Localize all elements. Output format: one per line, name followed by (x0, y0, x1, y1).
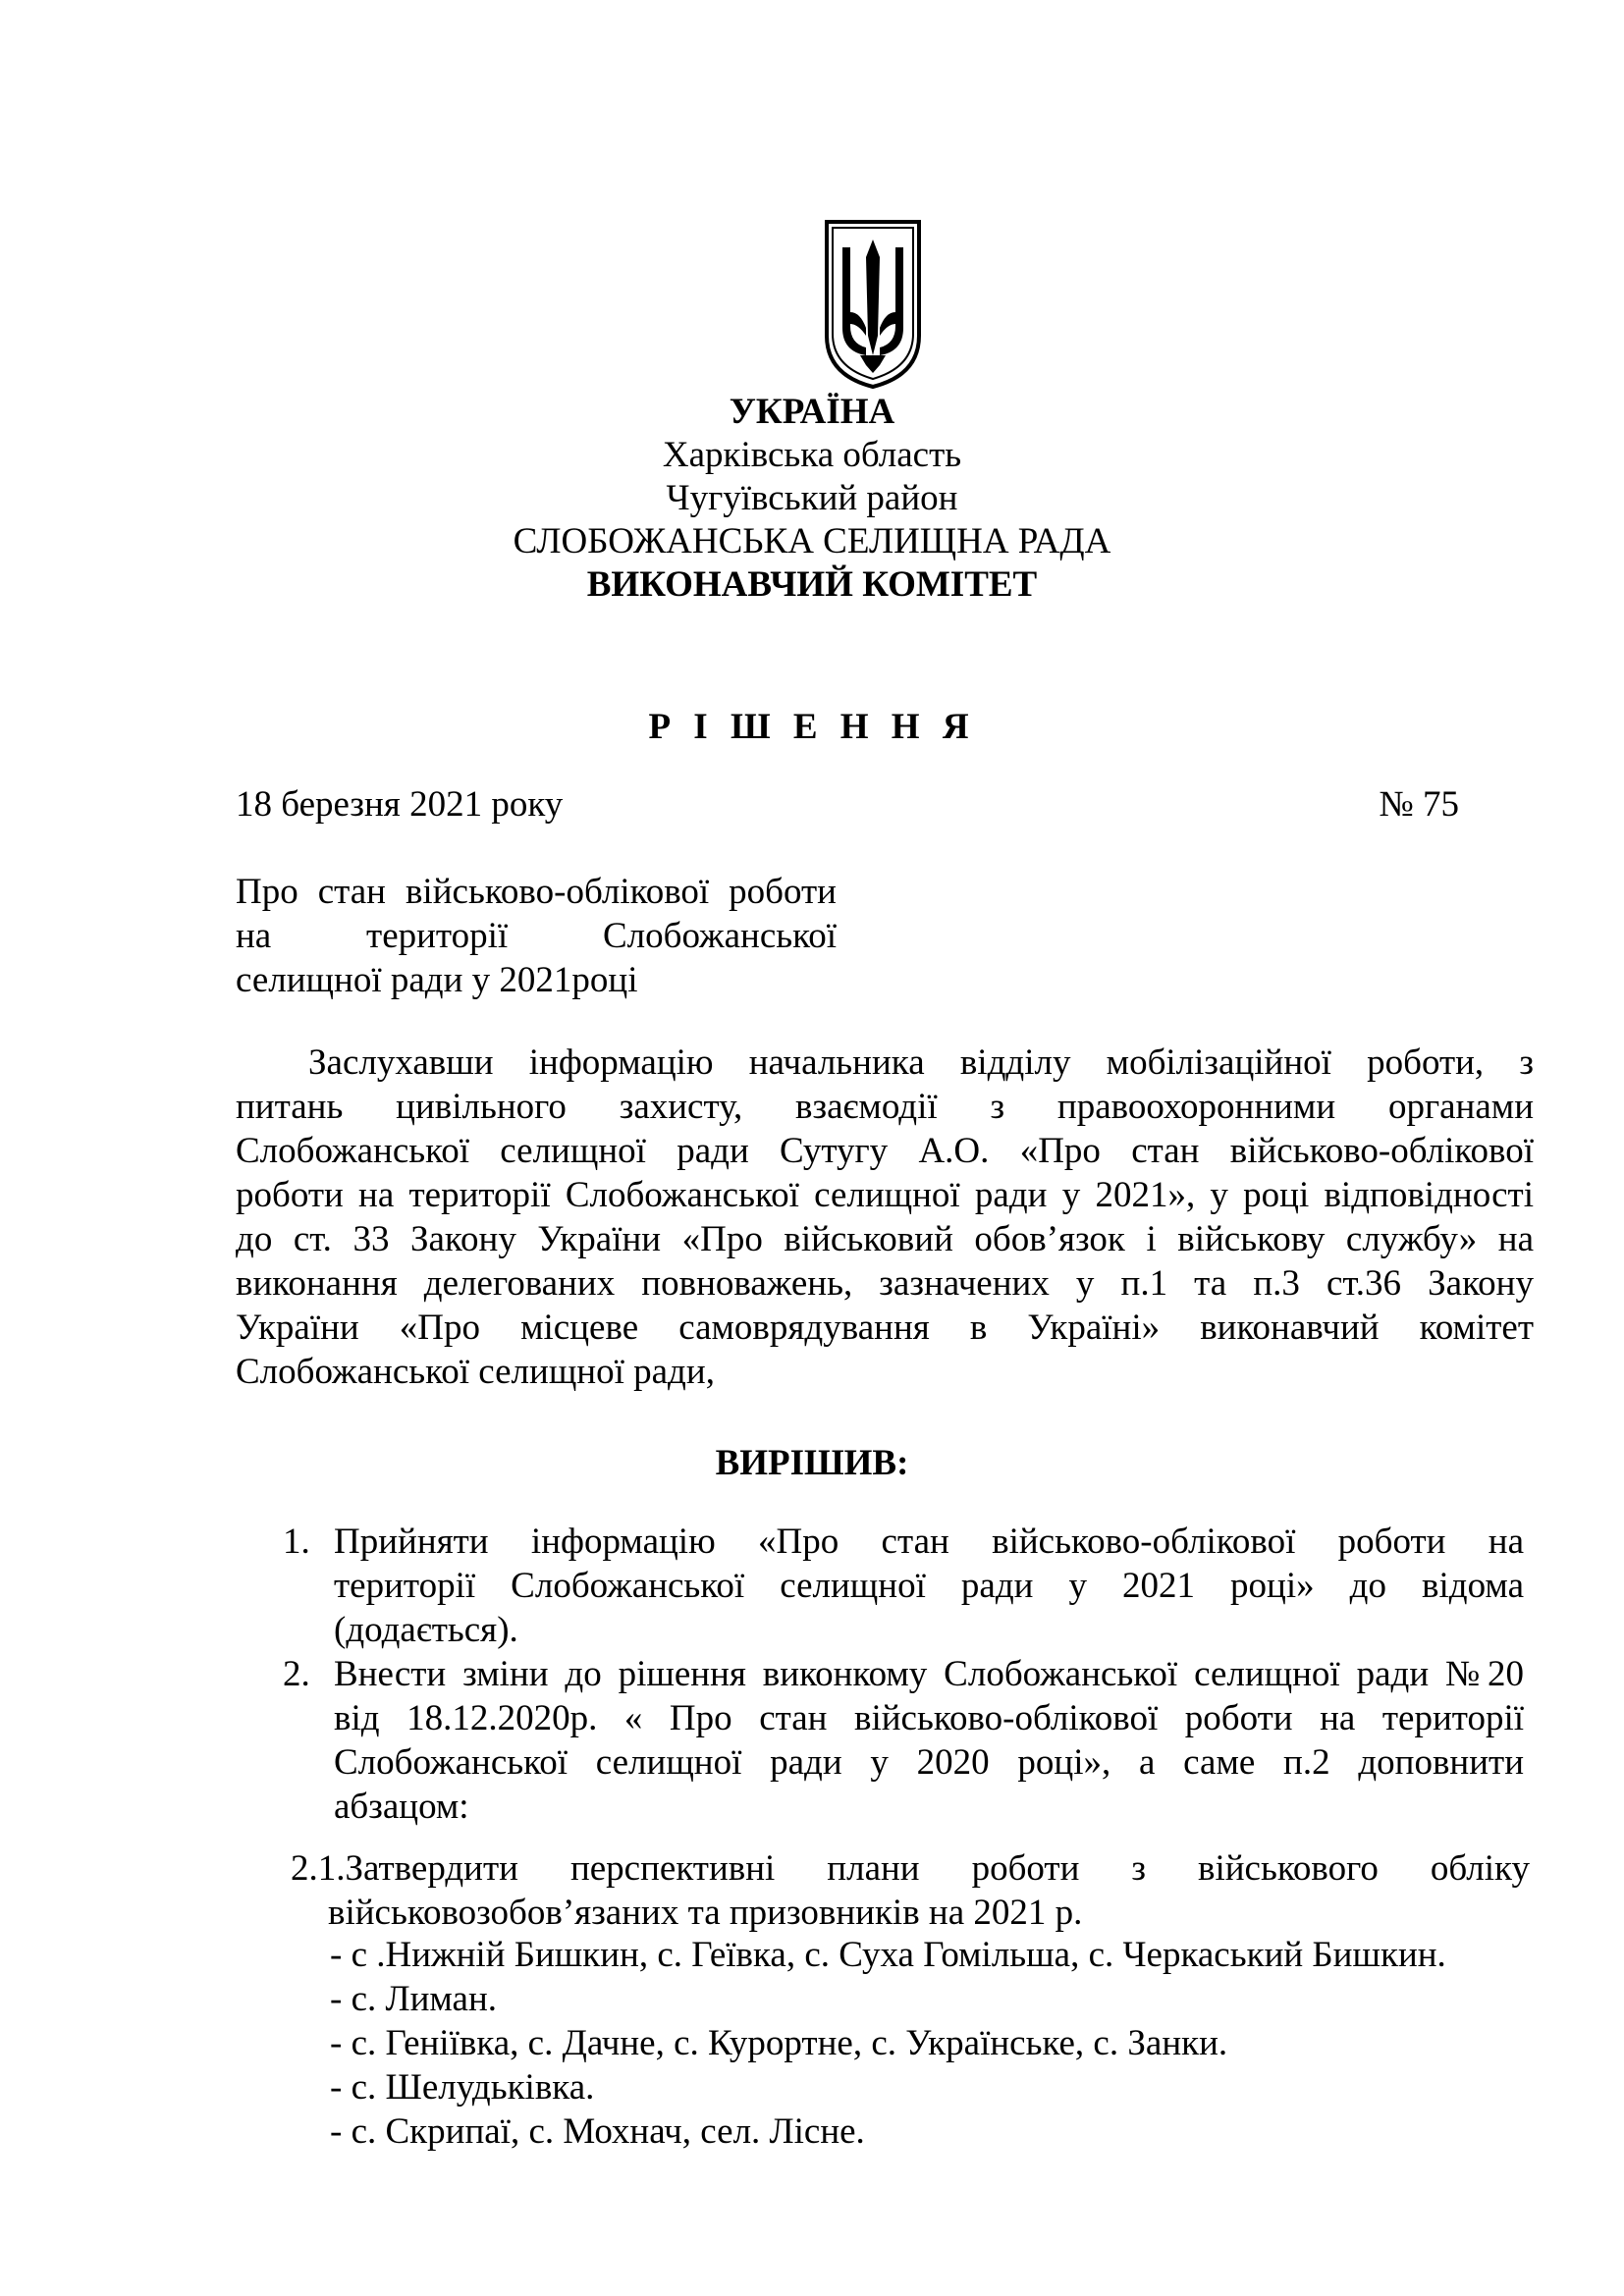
item-line: території Слобожанської селищної ради у 2021 році» до відома (334, 1566, 1524, 1606)
settlements-list (330, 1933, 1446, 2154)
list-item: - с. Скрипаї, с. Мохнач, сел. Лісне. (330, 2111, 865, 2152)
date-line (236, 782, 1459, 827)
subitem-line: військовозобов’язаних та призовників на 2021 р. (328, 1893, 1083, 1933)
decision-date: 18 березня 2021 року (236, 784, 564, 825)
resolved-heading: ВИРІШИВ: (715, 1443, 909, 1483)
list-item (283, 1652, 1524, 1829)
coat-of-arms-icon (821, 218, 925, 391)
preamble-line: питань цивільного захисту, взаємодії з правоохоронними органами (236, 1087, 1534, 1127)
item-line: від 18.12.2020р. « Про стан військово-облікової роботи на території (334, 1698, 1524, 1738)
preamble-line: до ст. 33 Закону України «Про військовий обов’язок і військову службу» на (236, 1219, 1534, 1259)
subject-line: на території Слобожанської (236, 916, 837, 956)
item-line: Слобожанської селищної ради у 2020 році», а саме п.2 доповнити (334, 1742, 1524, 1783)
preamble-paragraph (236, 1041, 1534, 1394)
decision-number: № 75 (1379, 784, 1459, 825)
list-item: - с. Лиман. (330, 1979, 498, 2019)
item-number: 1. (283, 1522, 310, 1562)
district-name: Чугуївський район (666, 478, 958, 518)
subject-line: селищної ради у 2021році (236, 960, 638, 1000)
document-header (0, 391, 1624, 607)
region-name: Харківська область (662, 435, 962, 475)
decision-subject (236, 870, 837, 1002)
subject-line: Про стан військово-облікової роботи (236, 872, 837, 912)
preamble-line: виконання делегованих повноважень, зазначених у п.1 та п.3 ст.36 Закону (236, 1263, 1534, 1304)
preamble-line: Заслухавши інформацію начальника відділу мобілізаційної роботи, з (308, 1042, 1534, 1083)
item-line: Прийняти інформацію «Про стан військово-облікової роботи на (334, 1522, 1524, 1562)
list-item: - с. Геніївка, с. Дачне, с. Курортне, с. Українське, с. Занки. (330, 2023, 1228, 2063)
preamble-line: Слобожанської селищної ради, (236, 1352, 715, 1392)
committee-name: ВИКОНАВЧИЙ КОМІТЕТ (586, 564, 1038, 605)
country-name: УКРАЇНА (729, 392, 895, 432)
item-line: Внести зміни до рішення виконкому Слобожанської селищної ради №20 (334, 1654, 1524, 1694)
item-number: 2. (283, 1654, 310, 1694)
document-title: Р І Ш Е Н Н Я (648, 707, 976, 747)
preamble-line: Слобожанської селищної ради Сутугу А.О. «Про стан військово-облікової (236, 1131, 1534, 1171)
list-item (283, 1520, 1524, 1652)
subitem-line: 2.1.Затвердити перспективні плани роботи з військового обліку (291, 1848, 1530, 1889)
item-line: (додається). (334, 1610, 518, 1650)
list-item: - с .Нижній Бишкин, с. Геївка, с. Суха Гомільша, с. Черкаський Бишкин. (330, 1935, 1446, 1975)
preamble-line: України «Про місцеве самоврядування в Україні» виконавчий комітет (236, 1308, 1534, 1348)
subitem-2-1 (291, 1846, 1530, 1935)
preamble-line: роботи на території Слобожанської селищної ради у 2021», у році відповідності (236, 1175, 1534, 1215)
item-line: абзацом: (334, 1787, 469, 1827)
decision-items (283, 1520, 1524, 1829)
council-name: СЛОБОЖАНСЬКА СЕЛИЩНА РАДА (513, 521, 1111, 561)
list-item: - с. Шелудьківка. (330, 2067, 595, 2108)
